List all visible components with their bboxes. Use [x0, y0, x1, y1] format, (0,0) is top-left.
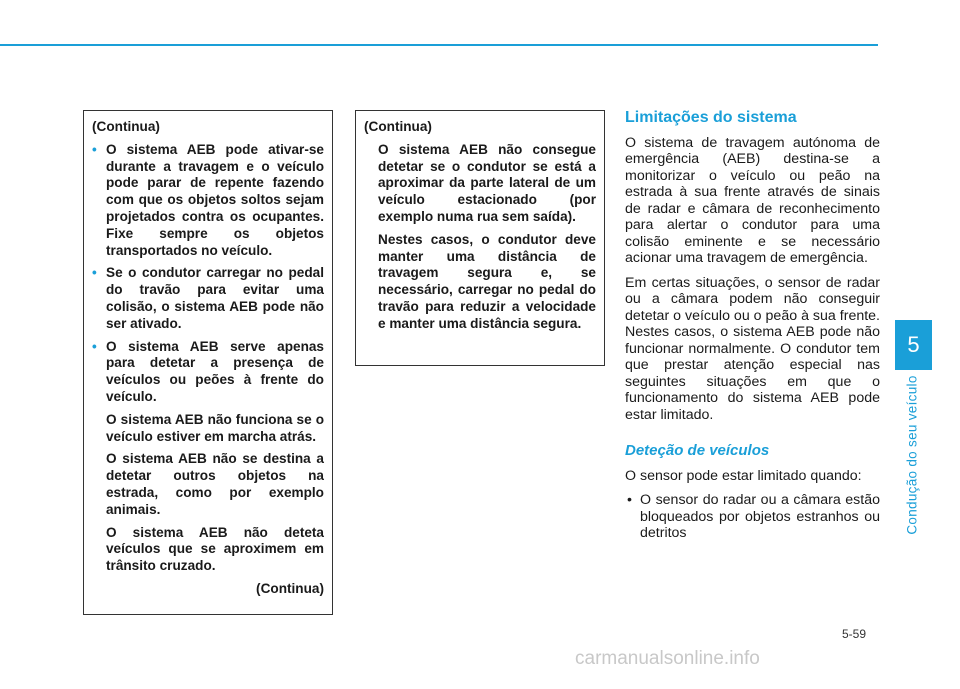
box-paragraph: Nestes casos, o condutor deve manter uma distância de travagem segura e, se necessário, carregar no pedal do travão para reduzir a velocidade e manter uma distância segura. [378, 231, 596, 331]
body-paragraph: Em certas situações, o sensor de radar ou a câmara podem não conseguir detetar o veículo ou o peão à sua frente. Nestes casos, o sistema AEB pode não funcionar normalmente. O condutor tem que prestar atenção especial nas seguintes situações em que o funcionamento do sistema AEB pode estar limitado. [625, 274, 880, 423]
caution-box-left [83, 110, 333, 615]
bullet-icon: • [92, 265, 97, 281]
watermark: carmanualsonline.info [575, 648, 760, 669]
bullet-icon: • [627, 492, 632, 508]
bullet-icon: • [92, 338, 97, 354]
caution-box-middle [355, 110, 605, 366]
chapter-title: Condução do seu veículo [904, 375, 920, 535]
header-rule [0, 44, 878, 46]
bullet-icon: • [92, 141, 97, 157]
continued-label: (Continua) [92, 119, 160, 134]
page-number: 5-59 [842, 627, 867, 641]
subsection-intro: O sensor pode estar limitado quando: [625, 467, 862, 484]
bullet-item: • O sistema AEB pode ativar-se durante a travagem e o veículo pode parar de repente fazendo com que os objetos soltos sejam projetados contra os ocupantes. Fixe sempre os objetos transportados no veículo. [92, 141, 324, 258]
chapter-tab [895, 320, 932, 370]
main-column [625, 110, 880, 542]
box-paragraph: O sistema AEB não consegue detetar se o condutor se está a aproximar da parte lateral de um veículo estacionado (por exemplo numa rua sem saída). [378, 141, 596, 224]
chapter-number: 5 [907, 332, 920, 357]
subsection-title: Deteção de veículos [625, 442, 770, 459]
continues-label: (Continua) [256, 580, 324, 596]
bullet-item: • O sistema AEB serve apenas para detetar a presença de veículos ou peões à frente do veículo. [92, 338, 324, 404]
sub-paragraph: O sistema AEB não se destina a detetar outros objetos na estrada, como por exemplo animais. [106, 451, 324, 517]
bullet-item: • Se o condutor carregar no pedal do travão para evitar uma colisão, o sistema AEB pode não ser ativado. [92, 265, 324, 331]
section-title: Limitações do sistema [625, 109, 797, 126]
list-item: • O sensor do radar ou a câmara estão bloqueados por objetos estranhos ou detritos [627, 492, 880, 541]
chapter-title-vertical [897, 375, 927, 535]
sub-paragraph: O sistema AEB não funciona se o veículo estiver em marcha atrás. [106, 411, 324, 444]
sub-paragraph: O sistema AEB não deteta veículos que se aproximem em trânsito cruzado. [106, 524, 324, 574]
continued-label: (Continua) [364, 119, 432, 134]
body-paragraph: O sistema de travagem autónoma de emergência (AEB) destina-se a monitorizar o veículo ou peão na estrada à sua frente através de sinais de radar e câmara de reconhecimento para alertar o condutor para uma colisão eminente e se necessário acionar uma travagem de emergência. [625, 134, 880, 266]
